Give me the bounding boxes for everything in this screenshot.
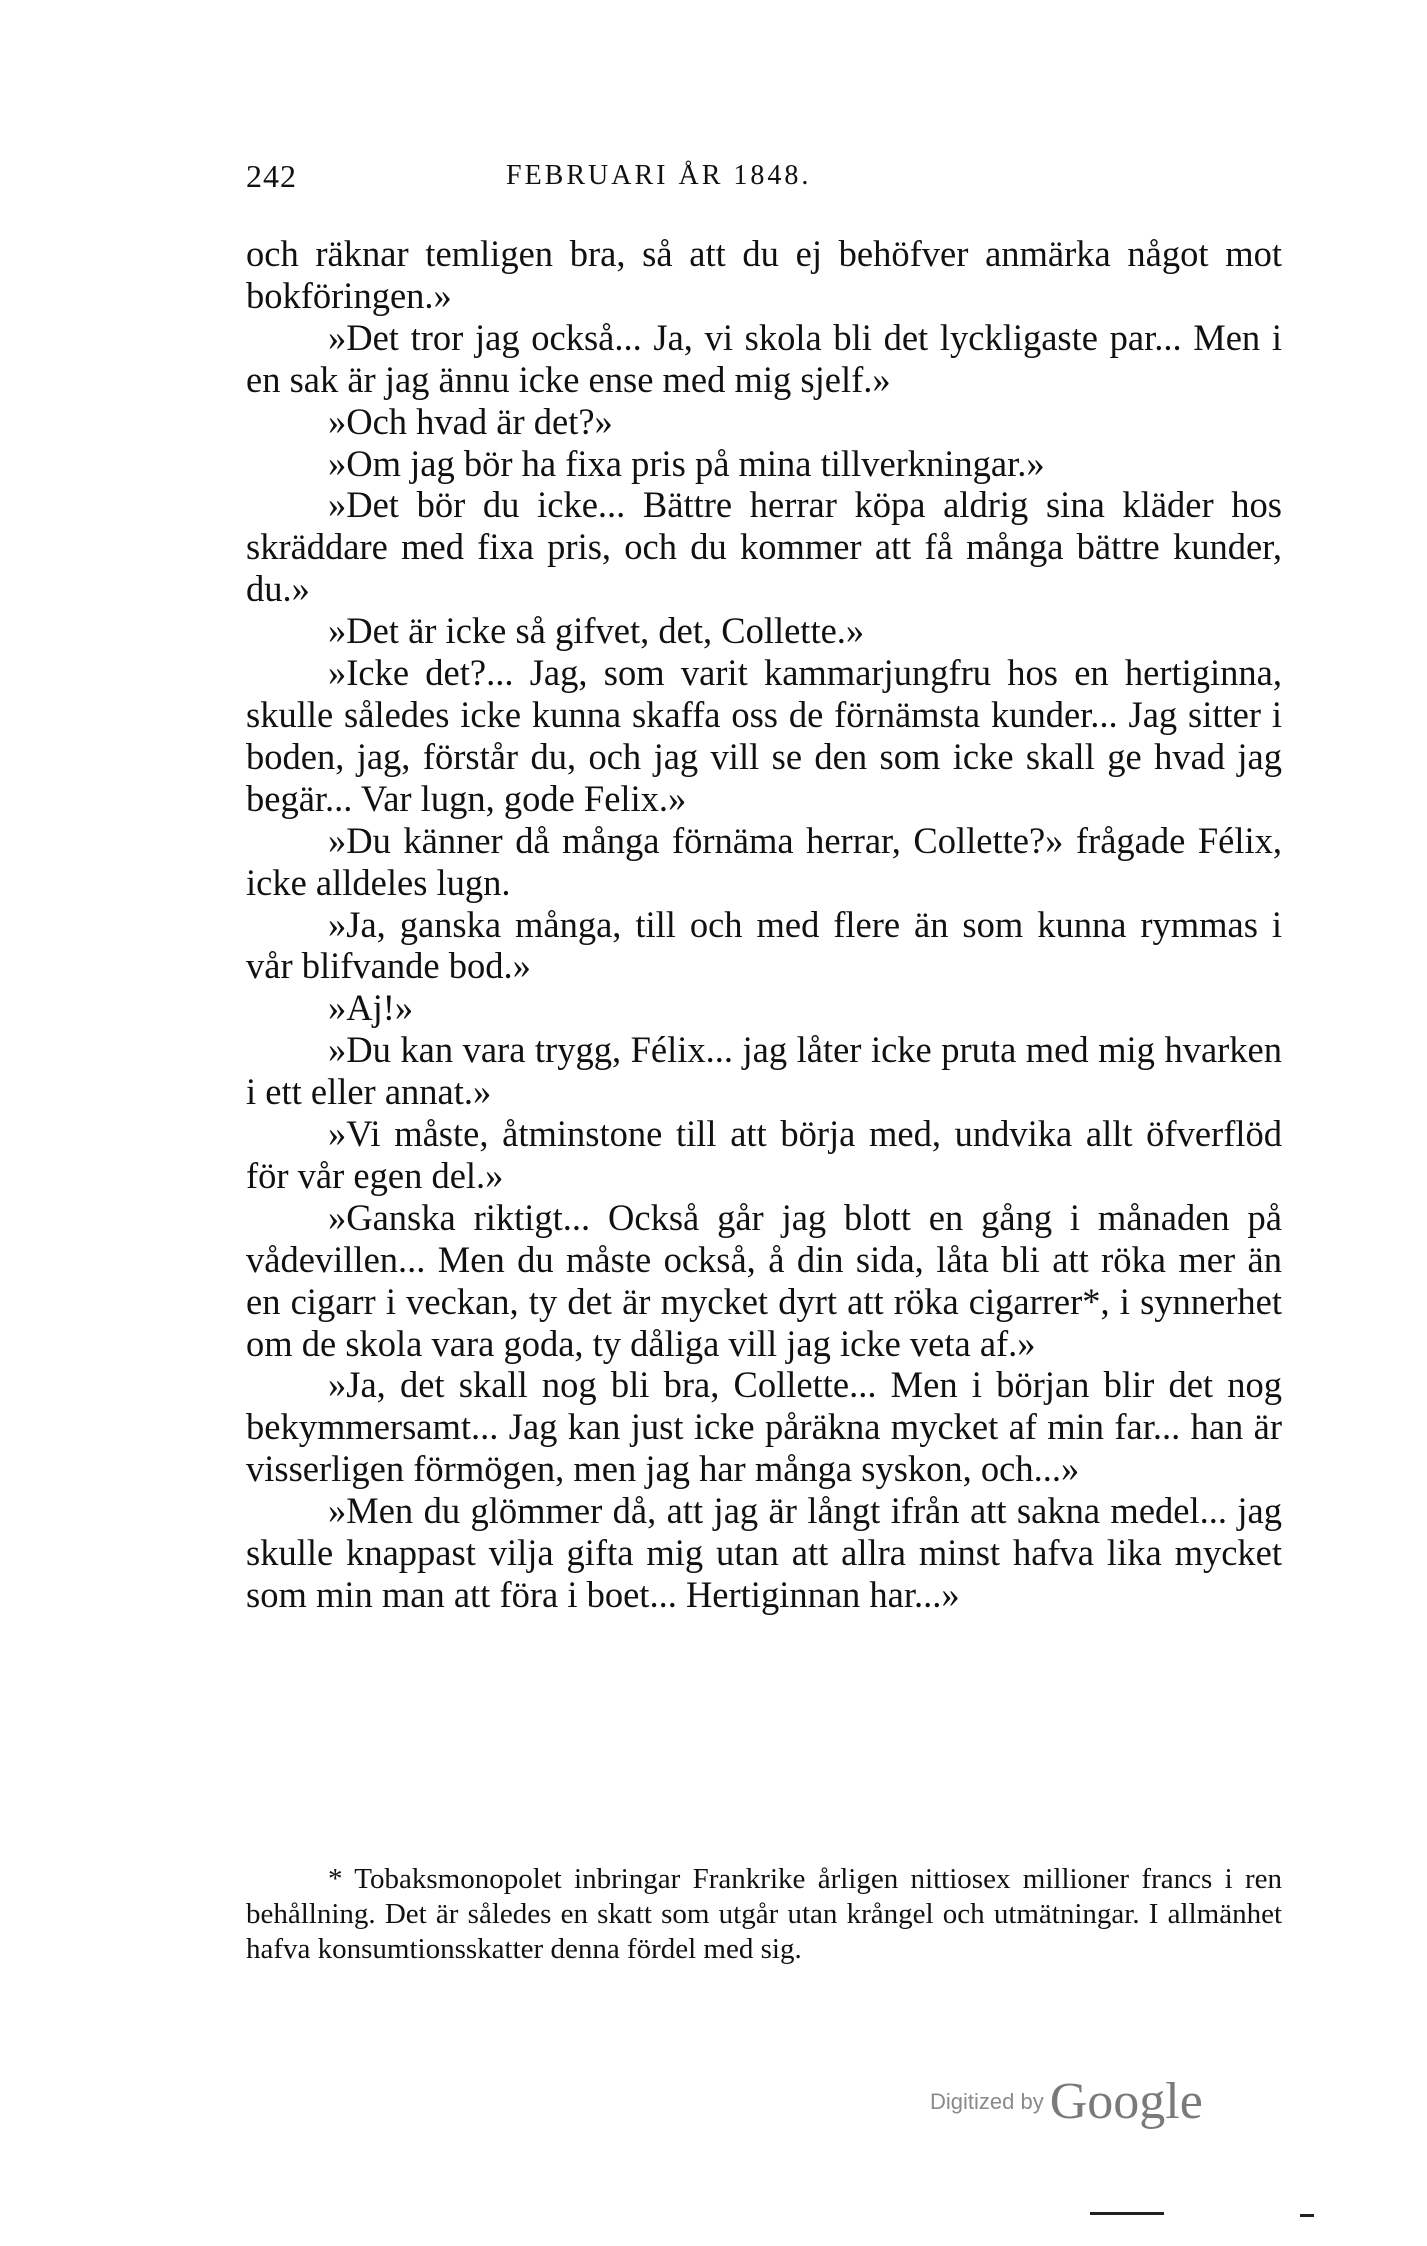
paragraph: »Icke det?... Jag, som varit kammarjungfru hos en hertiginna, skulle således icke kunna skaffa oss de förnämsta kunder... Jag sitter i boden, jag, förstår du, och jag vill se den som icke skall ge hvad jag begär... Var lugn, gode Felix.» (246, 652, 1282, 819)
paragraph: »Om jag bör ha fixa pris på mina tillverkningar.» (328, 442, 1045, 484)
paragraph: »Aj!» (328, 987, 414, 1029)
paragraph: »Och hvad är det?» (328, 400, 613, 442)
digitization-stamp (930, 2072, 1203, 2142)
scan-artifact (1090, 2212, 1164, 2215)
paragraph: »Ja, ganska många, till och med flere än som kunna rymmas i vår blifvande bod.» (246, 903, 1282, 987)
google-logo: Google (1049, 2073, 1203, 2130)
footnote-text: * Tobaksmonopolet inbringar Frankrike årligen nittiosex millioner francs i ren behållning. Det är således en skatt som utgår utan krångel och utmätningar. I allmänhet hafva konsumtionsskatter denna fördel med sig. (246, 1863, 1282, 1965)
paragraph: »Vi måste, åtminstone till att börja med, undvika allt öfverflöd för vår egen del.» (246, 1113, 1282, 1196)
paragraph: »Du kan vara trygg, Félix... jag låter icke pruta med mig hvarken i ett eller annat.» (246, 1029, 1282, 1113)
page-header (246, 158, 1286, 210)
running-title: FEBRUARI ÅR 1848. (506, 160, 812, 191)
paragraph: »Men du glömmer då, att jag är långt ifrån att sakna medel... jag skulle knappast vilja gifta mig utan att allra minst hafva lika mycket som min man att föra i boet... Hertiginnan har...» (246, 1490, 1282, 1615)
stamp-small-text: Digitized by (930, 2088, 1044, 2114)
paragraph: och räknar temligen bra, så att du ej behöfver anmärka något mot bokföringen.» (246, 233, 1282, 316)
page-number: 242 (246, 158, 297, 194)
paragraph: »Du känner då många förnäma herrar, Collette?» frågade Félix, icke alldeles lugn. (246, 819, 1282, 903)
paragraph: »Det tror jag också... Ja, vi skola bli det lyckligaste par... Men i en sak är jag ännu icke ense med mig sjelf.» (246, 316, 1282, 400)
body-text (246, 233, 1282, 1616)
paragraph: »Det bör du icke... Bättre herrar köpa aldrig sina kläder hos skräddare med fixa pris, och du kommer att få många bättre kunder, du.» (246, 484, 1282, 610)
paragraph: »Ja, det skall nog bli bra, Collette... Men i början blir det nog bekymmersamt... Jag kan just icke påräkna mycket af min far... han är visserligen förmögen, men jag har många syskon, och...» (246, 1364, 1282, 1490)
footnote (246, 1862, 1282, 1967)
scan-artifact (1300, 2214, 1314, 2217)
paragraph: »Det är icke så gifvet, det, Collette.» (328, 610, 865, 652)
paragraph: »Ganska riktigt... Också går jag blott en gång i månaden på vådevillen... Men du måste också, å din sida, låta bli att röka mer än en cigarr i veckan, ty det är mycket dyrt att röka cigarrer*, i synnerhet om de skola vara goda, ty dåliga vill jag icke veta af.» (246, 1196, 1282, 1364)
